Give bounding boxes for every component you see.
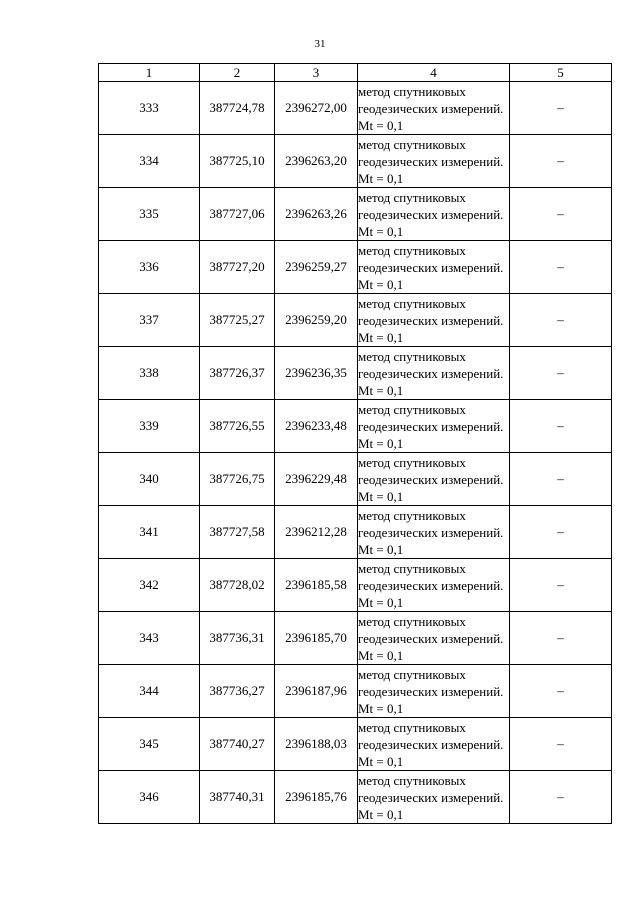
table-row bbox=[99, 241, 612, 294]
coordinate-y: 2396259,27 bbox=[275, 241, 358, 294]
point-number: 336 bbox=[99, 241, 200, 294]
coordinate-y: 2396263,26 bbox=[275, 188, 358, 241]
column-header-1: 1 bbox=[99, 64, 200, 82]
point-number: 340 bbox=[99, 453, 200, 506]
column-header-4: 4 bbox=[358, 64, 510, 82]
point-number: 335 bbox=[99, 188, 200, 241]
measurement-method: метод спутниковых геодезических измерений. Mt = 0,1 bbox=[358, 506, 510, 559]
column-header-5: 5 bbox=[510, 64, 612, 82]
point-number: 339 bbox=[99, 400, 200, 453]
note: – bbox=[510, 241, 612, 294]
table-row bbox=[99, 665, 612, 718]
measurement-method: метод спутниковых геодезических измерений. Mt = 0,1 bbox=[358, 559, 510, 612]
coordinates-table bbox=[98, 63, 612, 824]
coordinate-y: 2396187,96 bbox=[275, 665, 358, 718]
coordinate-x: 387727,58 bbox=[200, 506, 275, 559]
table-row bbox=[99, 506, 612, 559]
coordinate-x: 387736,31 bbox=[200, 612, 275, 665]
note: – bbox=[510, 559, 612, 612]
measurement-method: метод спутниковых геодезических измерений. Mt = 0,1 bbox=[358, 453, 510, 506]
point-number: 341 bbox=[99, 506, 200, 559]
point-number: 345 bbox=[99, 718, 200, 771]
note: – bbox=[510, 82, 612, 135]
table-row bbox=[99, 82, 612, 135]
coordinate-x: 387728,02 bbox=[200, 559, 275, 612]
note: – bbox=[510, 506, 612, 559]
coordinate-y: 2396188,03 bbox=[275, 718, 358, 771]
table-row bbox=[99, 559, 612, 612]
point-number: 333 bbox=[99, 82, 200, 135]
measurement-method: метод спутниковых геодезических измерений. Mt = 0,1 bbox=[358, 665, 510, 718]
page-number: 31 bbox=[314, 38, 326, 50]
measurement-method: метод спутниковых геодезических измерений. Mt = 0,1 bbox=[358, 241, 510, 294]
table-header-row bbox=[99, 64, 612, 82]
measurement-method: метод спутниковых геодезических измерений. Mt = 0,1 bbox=[358, 612, 510, 665]
coordinate-x: 387740,27 bbox=[200, 718, 275, 771]
coordinate-x: 387726,37 bbox=[200, 347, 275, 400]
note: – bbox=[510, 665, 612, 718]
table-row bbox=[99, 294, 612, 347]
measurement-method: метод спутниковых геодезических измерений. Mt = 0,1 bbox=[358, 294, 510, 347]
table-row bbox=[99, 453, 612, 506]
coordinate-x: 387726,55 bbox=[200, 400, 275, 453]
measurement-method: метод спутниковых геодезических измерений. Mt = 0,1 bbox=[358, 718, 510, 771]
point-number: 344 bbox=[99, 665, 200, 718]
coordinate-y: 2396229,48 bbox=[275, 453, 358, 506]
column-header-3: 3 bbox=[275, 64, 358, 82]
table-row bbox=[99, 718, 612, 771]
note: – bbox=[510, 453, 612, 506]
measurement-method: метод спутниковых геодезических измерений. Mt = 0,1 bbox=[358, 347, 510, 400]
measurement-method: метод спутниковых геодезических измерений. Mt = 0,1 bbox=[358, 771, 510, 824]
coordinate-x: 387725,10 bbox=[200, 135, 275, 188]
note: – bbox=[510, 771, 612, 824]
note: – bbox=[510, 400, 612, 453]
coordinate-y: 2396212,28 bbox=[275, 506, 358, 559]
coordinate-y: 2396236,35 bbox=[275, 347, 358, 400]
point-number: 342 bbox=[99, 559, 200, 612]
coordinate-y: 2396185,58 bbox=[275, 559, 358, 612]
table-row bbox=[99, 400, 612, 453]
coordinate-y: 2396185,70 bbox=[275, 612, 358, 665]
coordinate-x: 387724,78 bbox=[200, 82, 275, 135]
note: – bbox=[510, 612, 612, 665]
coordinate-y: 2396185,76 bbox=[275, 771, 358, 824]
coordinate-y: 2396233,48 bbox=[275, 400, 358, 453]
table-body bbox=[99, 82, 612, 824]
coordinate-x: 387736,27 bbox=[200, 665, 275, 718]
measurement-method: метод спутниковых геодезических измерений. Mt = 0,1 bbox=[358, 82, 510, 135]
coordinate-x: 387725,27 bbox=[200, 294, 275, 347]
coordinate-x: 387740,31 bbox=[200, 771, 275, 824]
coordinate-x: 387727,06 bbox=[200, 188, 275, 241]
point-number: 346 bbox=[99, 771, 200, 824]
note: – bbox=[510, 294, 612, 347]
note: – bbox=[510, 188, 612, 241]
point-number: 343 bbox=[99, 612, 200, 665]
column-header-2: 2 bbox=[200, 64, 275, 82]
point-number: 337 bbox=[99, 294, 200, 347]
point-number: 338 bbox=[99, 347, 200, 400]
coordinate-x: 387727,20 bbox=[200, 241, 275, 294]
coordinate-y: 2396272,00 bbox=[275, 82, 358, 135]
table-row bbox=[99, 771, 612, 824]
note: – bbox=[510, 718, 612, 771]
table-row bbox=[99, 188, 612, 241]
coordinate-x: 387726,75 bbox=[200, 453, 275, 506]
coordinate-y: 2396263,20 bbox=[275, 135, 358, 188]
table-row bbox=[99, 612, 612, 665]
point-number: 334 bbox=[99, 135, 200, 188]
coordinate-y: 2396259,20 bbox=[275, 294, 358, 347]
measurement-method: метод спутниковых геодезических измерений. Mt = 0,1 bbox=[358, 188, 510, 241]
table-row bbox=[99, 135, 612, 188]
measurement-method: метод спутниковых геодезических измерений. Mt = 0,1 bbox=[358, 135, 510, 188]
table-row bbox=[99, 347, 612, 400]
note: – bbox=[510, 135, 612, 188]
note: – bbox=[510, 347, 612, 400]
measurement-method: метод спутниковых геодезических измерений. Mt = 0,1 bbox=[358, 400, 510, 453]
